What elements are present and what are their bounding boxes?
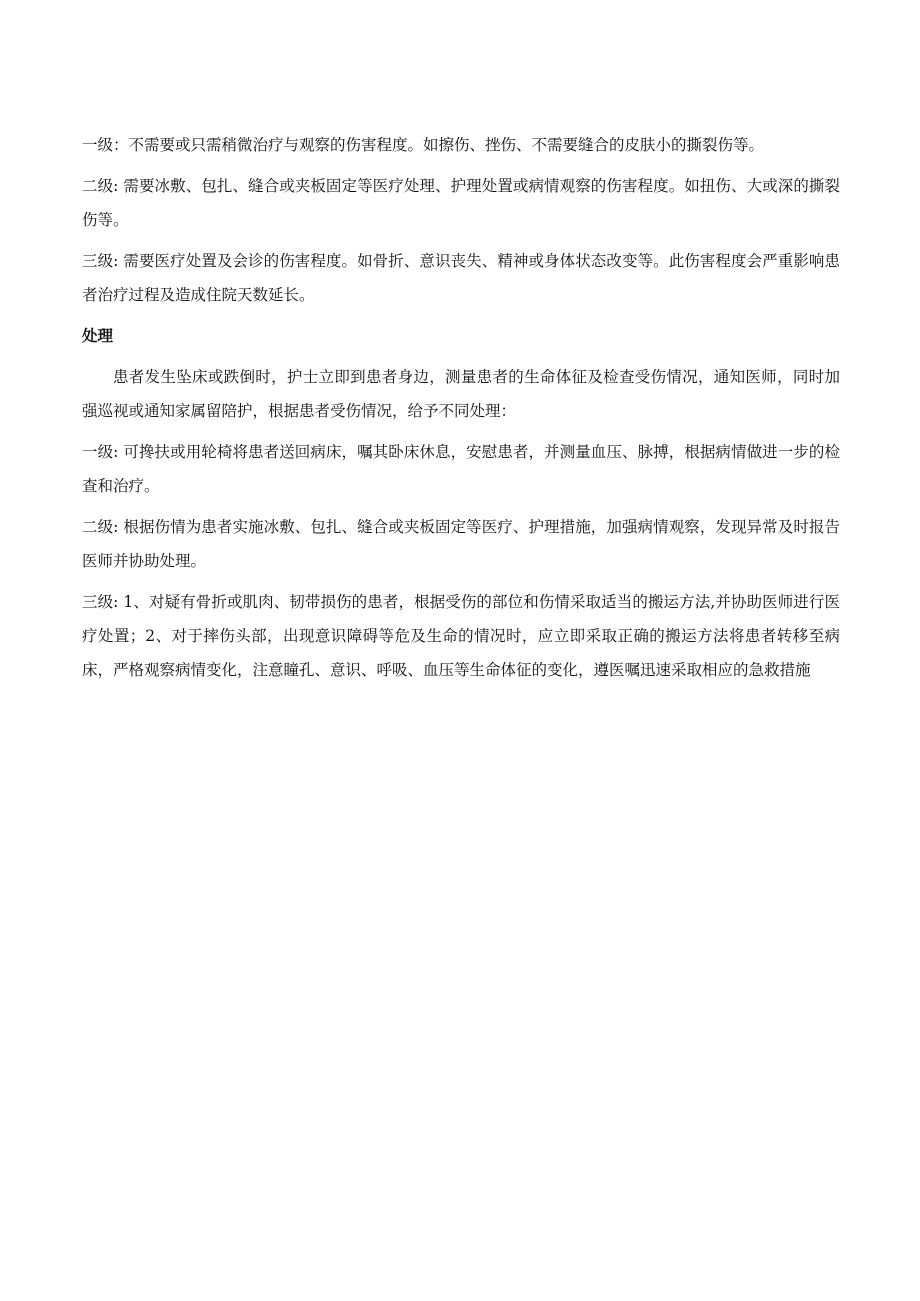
- handling-intro: 患者发生坠床或跌倒时，护士立即到患者身边，测量患者的生命体征及检查受伤情况，通知医师，同时加强巡视或通知家属留陪护，根据患者受伤情况，给予不同处理：: [82, 368, 840, 420]
- handling-level-2: 二级: 根据伤情为患者实施冰敷、包扎、缝合或夹板固定等医疗、护理措施，加强病情观察，发现异常及时报告医师并协助处理。: [82, 518, 840, 570]
- handling-level-1: 一级: 可搀扶或用轮椅将患者送回病床，嘱其卧床休息，安慰患者，并测量血压、脉搏，根据病情做进一步的检查和治疗。: [82, 443, 840, 495]
- injury-level-2-definition: 二级: 需要冰敷、包扎、缝合或夹板固定等医疗处理、护理处置或病情观察的伤害程度。如扭伤、大或深的撕裂伤等。: [82, 177, 840, 229]
- injury-level-1-definition: 一级：不需要或只需稍微治疗与观察的伤害程度。如擦伤、挫伤、不需要缝合的皮肤小的撕裂伤等。: [82, 136, 765, 154]
- injury-level-3-definition: 三级: 需要医疗处置及会诊的伤害程度。如骨折、意识丧失、精神或身体状态改变等。此伤害程度会严重影响患者治疗过程及造成住院天数延长。: [82, 252, 840, 304]
- handling-level-3: 三级: 1、对疑有骨折或肌肉、韧带损伤的患者，根据受伤的部位和伤情采取适当的搬运方法,并协助医师进行医疗处置；2、对于摔伤头部，出现意识障碍等危及生命的情况时，应立即采取正确的搬运方法将患者转移至病床，严格观察病情变化，注意瞳孔、意识、呼吸、血压等生命体征的变化，遵医嘱迅速采取相应的急救措施: [82, 593, 840, 679]
- document-page: [82, 128, 840, 694]
- section-heading-handling: 处理: [82, 327, 114, 345]
